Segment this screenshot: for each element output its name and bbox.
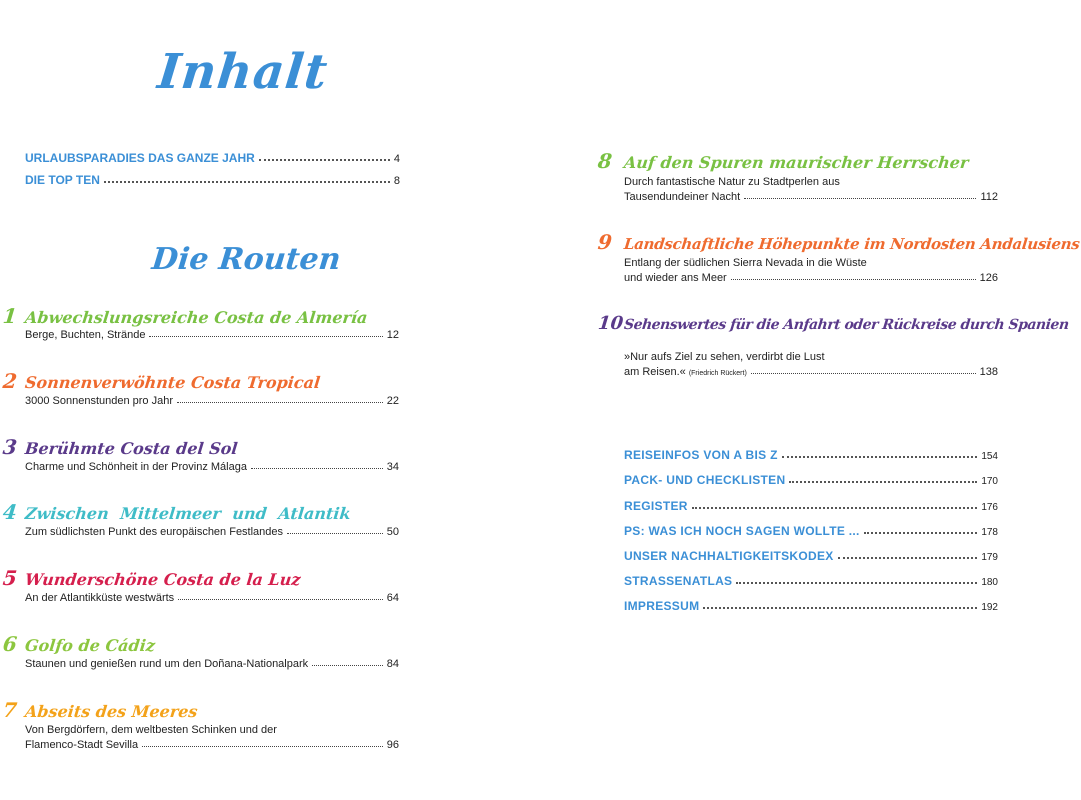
toc-page-number: 176 bbox=[981, 502, 998, 513]
route-desc-6[interactable] bbox=[25, 657, 399, 671]
route-number: 10 bbox=[596, 313, 625, 334]
route-desc-10[interactable] bbox=[624, 365, 998, 381]
dot-leader bbox=[751, 365, 976, 374]
toc-page-number: 96 bbox=[386, 739, 399, 751]
dot-leader bbox=[142, 738, 383, 747]
toc-page-number: 138 bbox=[979, 366, 998, 378]
toc-entry-back-1[interactable] bbox=[624, 447, 998, 465]
route-desc-3[interactable] bbox=[25, 460, 399, 474]
route-title: Berühmte Costa del Sol bbox=[24, 439, 239, 458]
route-number: 1 bbox=[1, 304, 19, 328]
route-number: 3 bbox=[1, 435, 19, 459]
route-title: Wunderschöne Costa de la Luz bbox=[24, 570, 302, 589]
dot-leader bbox=[731, 271, 976, 280]
toc-page-number: 180 bbox=[981, 577, 998, 588]
toc-page-number: 170 bbox=[981, 476, 998, 487]
route-desc-1[interactable] bbox=[25, 328, 399, 342]
toc-entry-label: STRASSENATLAS bbox=[624, 574, 733, 588]
toc-entry-label: REISEINFOS VON A BIS Z bbox=[624, 448, 778, 462]
route-heading-5[interactable] bbox=[3, 566, 300, 592]
dot-leader bbox=[736, 573, 977, 584]
route-title: Sehenswertes für die Anfahrt oder Rückreise durch Spanien bbox=[623, 317, 1070, 333]
route-number: 9 bbox=[596, 230, 614, 254]
toc-page-number: 34 bbox=[386, 461, 399, 473]
toc-entry-label: PACK- UND CHECKLISTEN bbox=[624, 473, 786, 487]
toc-entry-back-3[interactable] bbox=[624, 498, 998, 516]
toc-page-number: 22 bbox=[386, 395, 399, 407]
toc-entry-back-4[interactable] bbox=[624, 523, 998, 541]
toc-page-number: 12 bbox=[386, 329, 399, 341]
toc-page-number: 112 bbox=[980, 191, 998, 203]
route-title: Landschaftliche Höhepunkte im Nordosten Andalusiens bbox=[623, 235, 1081, 253]
toc-entry-back-6[interactable] bbox=[624, 573, 998, 591]
toc-entry-label: IMPRESSUM bbox=[624, 599, 700, 613]
toc-page-number: 179 bbox=[981, 552, 998, 563]
route-heading-1[interactable] bbox=[3, 304, 367, 330]
route-description: Zum südlichsten Punkt des europäischen Festlandes bbox=[25, 526, 284, 538]
toc-page-number: 64 bbox=[386, 592, 399, 604]
route-desc-7[interactable] bbox=[25, 738, 399, 752]
dot-leader bbox=[692, 498, 978, 509]
route-description: Von Bergdörfern, dem weltbesten Schinken und der bbox=[25, 724, 277, 736]
route-number: 2 bbox=[1, 369, 19, 393]
route-number: 8 bbox=[596, 149, 614, 173]
route-description: »Nur aufs Ziel zu sehen, verdirbt die Lust bbox=[624, 351, 825, 363]
dot-leader bbox=[177, 394, 383, 403]
route-description: Durch fantastische Natur zu Stadtperlen aus bbox=[624, 176, 840, 188]
toc-page-number: 84 bbox=[386, 658, 399, 670]
toc-page-number: 178 bbox=[981, 527, 998, 538]
dot-leader bbox=[312, 657, 383, 666]
toc-page-number: 192 bbox=[981, 602, 998, 613]
route-heading-3[interactable] bbox=[3, 435, 238, 461]
route-description: An der Atlantikküste westwärts bbox=[25, 592, 175, 604]
route-title: Golfo de Cádiz bbox=[24, 636, 156, 655]
route-number: 5 bbox=[1, 566, 19, 590]
toc-entry-front-1[interactable] bbox=[25, 150, 400, 167]
route-desc-2[interactable] bbox=[25, 394, 399, 408]
quote-author: (Friedrich Rückert) bbox=[688, 370, 747, 377]
dot-leader bbox=[782, 447, 978, 458]
route-title: Sonnenverwöhnte Costa Tropical bbox=[24, 373, 322, 392]
route-description: Charme und Schönheit in der Provinz Málaga bbox=[25, 461, 247, 473]
route-desc-9[interactable] bbox=[624, 271, 998, 285]
route-description-wrap bbox=[624, 365, 747, 381]
route-heading-9[interactable] bbox=[598, 230, 1080, 256]
dot-leader bbox=[287, 525, 383, 534]
toc-entry-back-2[interactable] bbox=[624, 472, 998, 490]
route-heading-7[interactable] bbox=[3, 698, 197, 724]
route-description: 3000 Sonnenstunden pro Jahr bbox=[25, 395, 174, 407]
route-description: am Reisen.« bbox=[624, 366, 686, 378]
toc-entry-label: URLAUBSPARADIES DAS GANZE JAHR bbox=[25, 151, 255, 165]
toc-page-number: 50 bbox=[386, 526, 399, 538]
route-title: Auf den Spuren maurischer Herrscher bbox=[623, 153, 970, 172]
route-description: Tausendundeiner Nacht bbox=[624, 191, 741, 203]
routes-heading: Die Routen bbox=[150, 242, 343, 277]
route-desc-4[interactable] bbox=[25, 525, 399, 539]
route-description: Staunen und genießen rund um den Doñana-Nationalpark bbox=[25, 658, 309, 670]
toc-page-number: 126 bbox=[979, 272, 998, 284]
route-title: Zwischen Mittelmeer und Atlantik bbox=[24, 504, 352, 523]
route-heading-10[interactable] bbox=[598, 312, 1069, 337]
toc-entry-back-7[interactable] bbox=[624, 598, 998, 616]
route-desc-5[interactable] bbox=[25, 591, 399, 605]
route-heading-2[interactable] bbox=[3, 369, 320, 395]
route-title: Abseits des Meeres bbox=[24, 702, 199, 721]
dot-leader bbox=[178, 591, 383, 600]
route-number: 6 bbox=[1, 632, 19, 656]
dot-leader bbox=[104, 172, 390, 183]
toc-entry-back-5[interactable] bbox=[624, 548, 998, 566]
toc-entry-label: PS: WAS ICH NOCH SAGEN WOLLTE ... bbox=[624, 524, 860, 538]
route-description: und wieder ans Meer bbox=[624, 272, 727, 284]
dot-leader bbox=[744, 190, 976, 199]
toc-entry-label: REGISTER bbox=[624, 499, 688, 513]
route-heading-8[interactable] bbox=[598, 149, 968, 175]
dot-leader bbox=[149, 328, 382, 337]
toc-page-number: 4 bbox=[393, 153, 400, 165]
toc-page-number: 154 bbox=[981, 451, 998, 462]
route-heading-6[interactable] bbox=[3, 632, 155, 658]
dot-leader bbox=[864, 523, 978, 534]
toc-entry-label: DIE TOP TEN bbox=[25, 173, 100, 187]
route-description: Flamenco-Stadt Sevilla bbox=[25, 739, 139, 751]
route-number: 7 bbox=[1, 698, 19, 722]
dot-leader bbox=[789, 472, 977, 483]
route-heading-4[interactable] bbox=[3, 500, 351, 526]
route-description: Entlang der südlichen Sierra Nevada in die Wüste bbox=[624, 257, 867, 269]
toc-entry-front-2[interactable] bbox=[25, 172, 400, 189]
route-title: Abwechslungsreiche Costa de Almería bbox=[24, 308, 369, 327]
page-title: Inhalt bbox=[155, 44, 331, 100]
dot-leader bbox=[251, 460, 383, 469]
toc-page-number: 8 bbox=[393, 175, 400, 187]
dot-leader bbox=[838, 548, 978, 559]
route-description: Berge, Buchten, Strände bbox=[25, 329, 146, 341]
toc-entry-label: UNSER NACHHALTIGKEITSKODEX bbox=[624, 549, 834, 563]
dot-leader bbox=[259, 150, 390, 161]
route-number: 4 bbox=[1, 500, 19, 524]
route-desc-8[interactable] bbox=[624, 190, 998, 204]
dot-leader bbox=[703, 598, 977, 609]
